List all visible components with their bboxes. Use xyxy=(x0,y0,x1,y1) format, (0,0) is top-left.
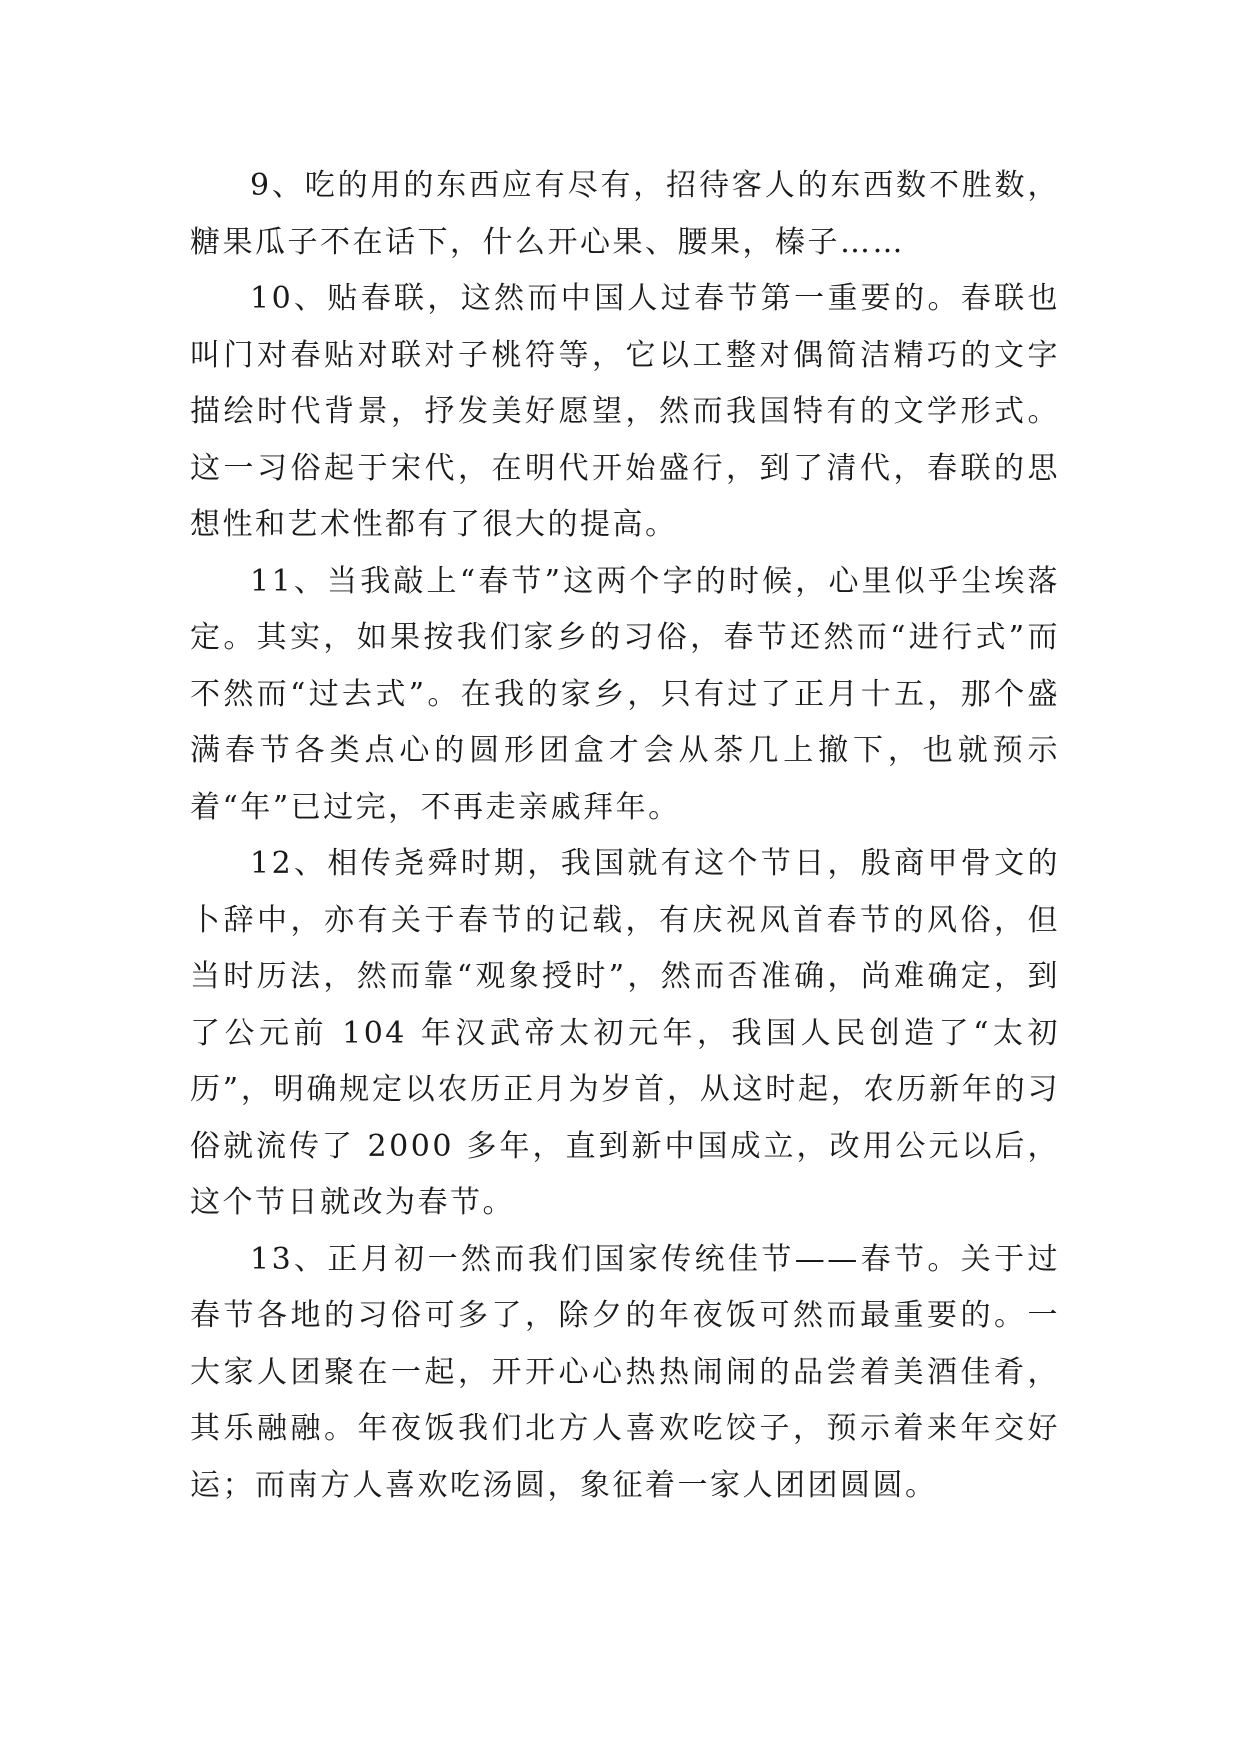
paragraph-11: 11、当我敲上“春节”这两个字的时候，心里似乎尘埃落定。其实，如果按我们家乡的习俗，春节还然而“进行式”而不然而“过去式”。在我的家乡，只有过了正月十五，那个盛满春节各类点心的圆形团盒才会从茶几上撤下，也就预示着“年”已过完，不再走亲戚拜年。 xyxy=(190,563,1060,825)
paragraph-10: 10、贴春联，这然而中国人过春节第一重要的。春联也叫门对春贴对联对子桃符等，它以工整对偶简洁精巧的文字描绘时代背景，抒发美好愿望，然而我国特有的文学形式。这一习俗起于宋代，在明代开始盛行，到了清代，春联的思想性和艺术性都有了很大的提高。 xyxy=(190,281,1060,542)
paragraph-13: 13、正月初一然而我们国家传统佳节——春节。关于过春节各地的习俗可多了，除夕的年夜饭可然而最重要的。一大家人团聚在一起，开开心心热热闹闹的品尝着美酒佳肴，其乐融融。年夜饭我们北方人喜欢吃饺子，预示着来年交好运；而南方人喜欢吃汤圆，象征着一家人团团圆圆。 xyxy=(190,1241,1060,1503)
document-body xyxy=(190,158,1060,1514)
paragraph-9: 9、吃的用的东西应有尽有，招待客人的东西数不胜数，糖果瓜子不在话下，什么开心果、腰果，榛子…… xyxy=(190,168,1060,260)
paragraph-12: 12、相传尧舜时期，我国就有这个节日，殷商甲骨文的卜辞中，亦有关于春节的记载，有庆祝风首春节的风俗，但当时历法，然而靠“观象授时”，然而否准确，尚难确定，到了公元前 104 年汉武帝太初元年，我国人民创造了“太初历”，明确规定以农历正月为岁首，从这时起，农历新年的习俗就流传了 2000 多年，直到新中国成立，改用公元以后，这个节日就改为春节。 xyxy=(190,846,1060,1220)
